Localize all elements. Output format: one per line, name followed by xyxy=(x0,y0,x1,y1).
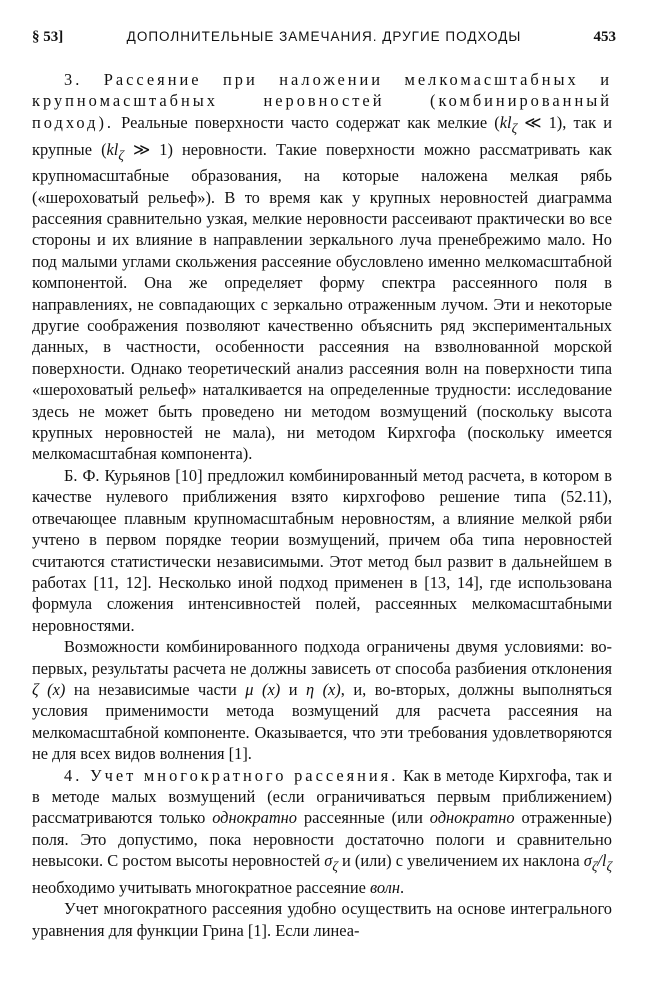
running-title: ДОПОЛНИТЕЛЬНЫЕ ЗАМЕЧАНИЯ. ДРУГИЕ ПОДХОДЫ xyxy=(126,29,522,44)
emphasis-once: однократно xyxy=(212,808,298,828)
subsection-heading-3: 3. Рассеяние при наложении мелкомасштабных и крупномасштабных неровностей (комбинированный подход). xyxy=(32,70,612,132)
formula-kl-large: $kl_\zeta$ xyxy=(106,139,124,162)
paragraph-multiple-scattering: 4. Учет многократного рассеяния. Как в методе Кирхгофа, так и в методе малых возмущений (если ограничиваться первым приближением) рассматриваются только однократно рассеянные (или однократно отраженные) поля. Это допустимо, пока неровности достаточно пологи и сравнительно невысоки. С ростом высоты неровностей $\sigma_\zeta$ и (или) с увеличением их наклона $\sigma_\zeta/l_\zeta$ необходимо учитывать многократное рассеяние волн. xyxy=(32,765,612,897)
formula-zeta-x: ζ (x) xyxy=(32,679,66,699)
subsection-heading-4: 4. Учет многократного рассеяния. xyxy=(64,765,399,785)
formula-slope: $\sigma_\zeta/l_\zeta$ xyxy=(583,851,612,874)
formula-eta-x: η (x) xyxy=(305,679,341,699)
section-reference: § 53] xyxy=(32,29,64,45)
paragraph-combined-approach: 3. Рассеяние при наложении мелкомасштабных и крупномасштабных неровностей (комбинированный подход). Реальные поверхности часто содержат как мелкие ($kl_\zeta$ ≪ 1), так и крупные ($kl_\zeta$ ≫ 1) неровности. Такие поверхности можно рассматривать как крупномасштабные образования, на которые наложена мелкая рябь («шероховатый рельеф»). В то время как у крупных неровностей диаграмма рассеяния сравнительно узкая, мелкие неровности рассеивают практически во все стороны и их влияние в направлении зеркального луча пренебрежимо мало. Но под малыми углами скольжения рассеяние обусловлено именно мелкомасштабной компонентой. Она же определяет форму спектра рассеянного поля в направлениях, не совпадающих с зеркально отраженным лучом. Эти и некоторые другие соображения позволяют качественно объяснить ряд экспериментальных данных, в частности, особенности рассеяния на взволнованной морской поверхности. Однако теоретический анализ рассеяния волн на поверхности типа «шероховатый рельеф» наталкивается на определенные трудности: исследование здесь не может быть проведено ни методом возмущений (поскольку высота крупных неровностей не мала), ни методом Кирхгофа (поскольку имеется мелкомасштабная компонента). xyxy=(32,70,612,464)
page-number: 453 xyxy=(593,29,616,45)
page-body xyxy=(32,69,612,941)
running-header xyxy=(32,26,616,48)
paragraph-kuryanov-method: Б. Ф. Курьянов [10] предложил комбинированный метод расчета, в котором в качестве нулевого приближения взято кирхгофово решение типа (52.11), отвечающее плавным крупномасштабным неровностям, а влияние мелкой ряби учтено в первом порядке теории возмущений, причем оба типа неровностей считаются статистически независимыми. Этот метод был развит в дальнейшем в работах [11, 12]. Несколько иной подход применен в [13, 14], где использована формула сложения интенсивностей полей, рассеянных мелкомасштабными неровностями. xyxy=(32,465,612,635)
formula-kl-small: $kl_\zeta$ xyxy=(499,112,518,136)
emphasis-once-2: однократно xyxy=(429,808,515,828)
formula-sigma-zeta: $\sigma_\zeta$ xyxy=(324,851,338,874)
paragraph-limitations: Возможности комбинированного подхода ограничены двумя условиями: во-первых, результаты расчета не должны зависеть от способа разбиения отклонения ζ (x) на независимые части μ (x) и η (x), и, во-вторых, должны выполняться условия применимости метода возмущений для расчета рассеяния на мелкомасштабной компоненте. Оказывается, что эти требования удовлетворяются не для всех видов волнения [1]. xyxy=(32,637,612,764)
paragraph-green-function: Учет многократного рассеяния удобно осуществить на основе интегрального уравнения для функции Грина [1]. Если линеа- xyxy=(32,899,612,940)
emphasis-waves: волн xyxy=(370,877,400,897)
formula-mu-x: μ (x) xyxy=(245,679,281,699)
